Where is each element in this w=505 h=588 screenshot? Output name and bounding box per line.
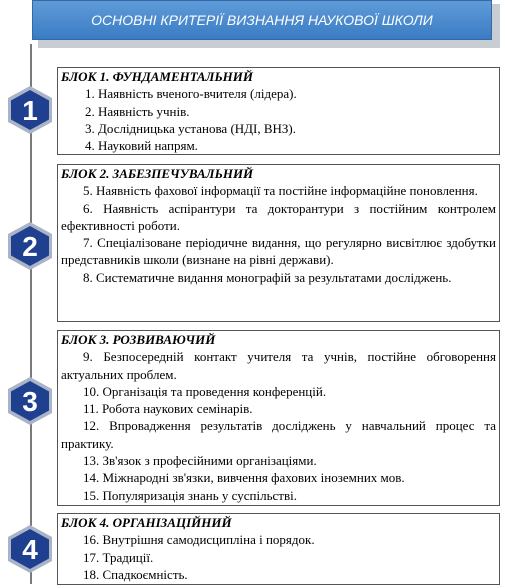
criterion-item: 6. Наявність аспірантури та докторантури з постійним контролем ефективності роботи. [61, 200, 496, 233]
criterion-item: 10. Організація та проведення конференцій. [83, 383, 327, 399]
block-number-badge-4 [5, 524, 55, 574]
page-title: ОСНОВНІ КРИТЕРІЇ ВИЗНАННЯ НАУКОВОЇ ШКОЛИ [91, 12, 433, 28]
criterion-item: 5. Наявність фахової інформації та постійне інформаційне поновлення. [83, 183, 478, 199]
criterion-item: 3. Дослідницька установа (НДІ, ВНЗ). [85, 120, 297, 136]
block-4 [57, 513, 500, 585]
block-1 [57, 67, 500, 155]
criterion-item: 4. Науковий напрям. [85, 138, 198, 154]
criterion-item: 16. Внутрішня самодисципліна і порядок. [83, 532, 315, 548]
block-4-title: БЛОК 4. ОРГАНІЗАЦІЙНИЙ [61, 515, 232, 530]
block-1-title: БЛОК 1. ФУНДАМЕНТАЛЬНИЙ [61, 69, 254, 84]
criterion-item: 8. Систематичне видання монографій за результатами досліджень. [83, 269, 452, 285]
block-2 [57, 164, 500, 322]
criterion-item: 12. Впровадження результатів досліджень у навчальний процес та практику. [61, 418, 496, 451]
block-3-title: БЛОК 3. РОЗВИВАЮЧИЙ [61, 332, 216, 347]
block-number: 4 [22, 534, 38, 565]
block-number: 3 [22, 386, 38, 417]
criterion-item: 11. Робота наукових семінарів. [83, 401, 253, 417]
criterion-item: 9. Безпосередній контакт учителя та учнів, постійне обговорення актуальних проблем. [61, 349, 496, 382]
block-number: 1 [22, 95, 38, 126]
block-2-title: БЛОК 2. ЗАБЕЗПЕЧУВАЛЬНИЙ [61, 166, 254, 181]
block-number-badge-3 [5, 376, 55, 426]
criterion-item: 18. Спадкоємність. [83, 566, 188, 582]
title-banner [32, 0, 492, 40]
block-number: 2 [22, 231, 38, 262]
criterion-item: 17. Традиції. [83, 549, 154, 565]
criterion-item: 15. Популяризація знань у суспільстві. [83, 487, 297, 503]
block-number-badge-1 [5, 85, 55, 135]
block-3 [57, 330, 500, 506]
block-number-badge-2 [5, 221, 55, 271]
criterion-item: 13. Зв'язок з професійними організаціями. [83, 453, 317, 469]
criterion-item: 1. Наявність вченого-вчителя (лідера). [85, 86, 297, 102]
criterion-item: 14. Міжнародні зв'язки, вивчення фахових іноземних мов. [83, 470, 405, 486]
criterion-item: 2. Наявність учнів. [85, 103, 190, 119]
criterion-item: 7. Спеціалізоване періодичне видання, що регулярно висвітлює здобутки представників школи (визнане на рівні держави). [61, 235, 496, 268]
